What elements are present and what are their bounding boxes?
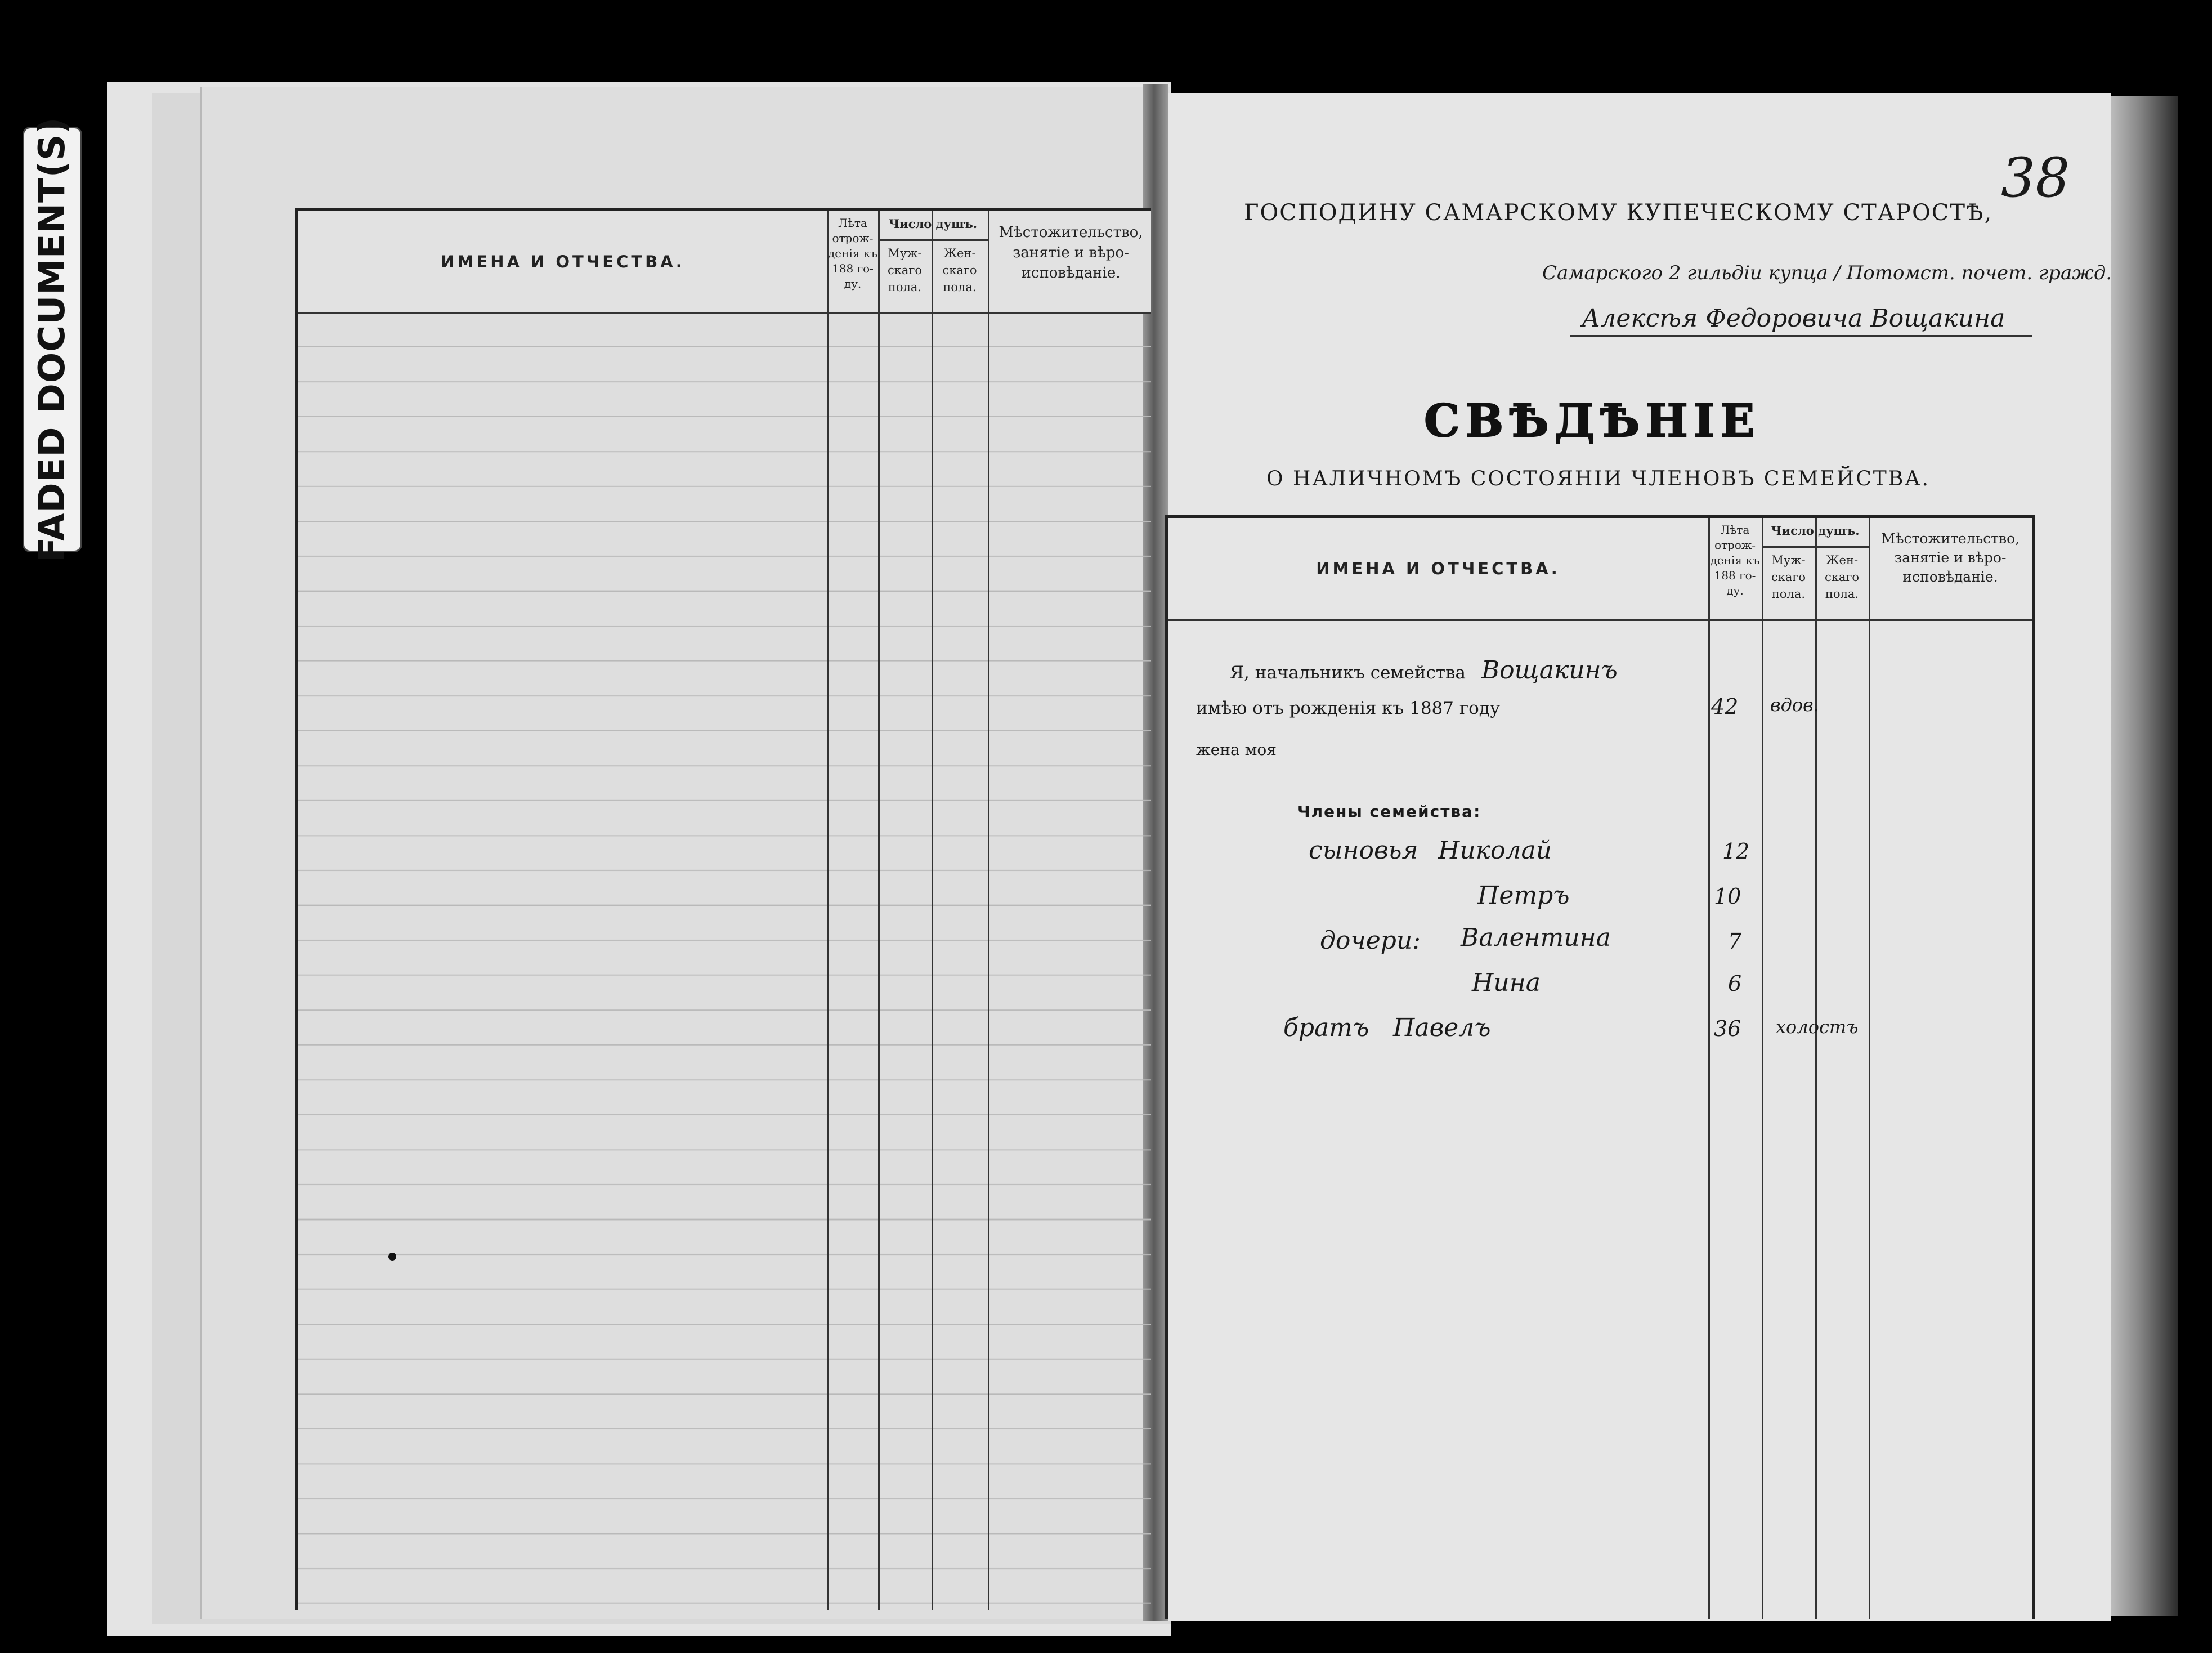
page-number: 38 <box>2001 146 2070 209</box>
member-name: Нина <box>1472 968 1541 997</box>
badge-text: FADED DOCUMENT(S) <box>32 117 73 562</box>
member-age: 10 <box>1714 884 1741 909</box>
birth-line: имѣю отъ рожденія къ 1887 году <box>1196 698 1501 718</box>
head-age: 42 <box>1711 694 1739 719</box>
header-residence: Мѣстожительство, занятіе и вѣро- исповѣданіе. <box>1880 530 2020 585</box>
header-souls: Число душъ. <box>1771 524 1860 538</box>
column-divider <box>932 211 933 1610</box>
header-souls: Число душъ. <box>888 217 978 231</box>
column-divider <box>1708 518 1710 1619</box>
merchant-name: Алексѣя Федоровича Вощакина <box>1582 304 2005 333</box>
right-register-table <box>1165 515 2035 1619</box>
column-divider <box>1869 518 1870 1619</box>
header-names: ИМЕНА И ОТЧЕСТВА. <box>441 252 685 271</box>
column-divider <box>878 211 880 1610</box>
page-edge-shadow <box>2111 96 2178 1616</box>
wife-line: жена моя <box>1196 740 1277 759</box>
header-names: ИМЕНА И ОТЧЕСТВА. <box>1316 559 1560 578</box>
members-label: Члены семейства: <box>1297 802 1481 821</box>
column-divider <box>988 211 989 1610</box>
header-male: Муж- скаго пола. <box>887 247 923 294</box>
header-female: Жен- скаго пола. <box>1824 553 1860 601</box>
member-name: Павелъ <box>1393 1013 1491 1042</box>
ink-spot <box>388 1253 396 1261</box>
member-note: холостъ <box>1776 1016 1859 1038</box>
header-male: Муж- скаго пола. <box>1771 553 1806 601</box>
head-note: вдов. <box>1770 694 1819 716</box>
member-label: братъ <box>1283 1013 1369 1042</box>
header-female: Жен- скаго пола. <box>942 247 977 294</box>
header-age: Лѣта отрож- денія къ 188 го- ду. <box>827 216 878 291</box>
addressee: ГОСПОДИНУ САМАРСКОМУ КУПЕЧЕСКОМУ СТАРОСТѢ, <box>1244 200 1993 226</box>
header-age: Лѣта отрож- денія къ 188 го- ду. <box>1710 523 1760 597</box>
left-register-table <box>295 208 1151 1610</box>
member-name: Петръ <box>1477 881 1570 910</box>
member-age: 7 <box>1728 929 1742 954</box>
member-name: Валентина <box>1461 923 1611 952</box>
merchant-line: Самарского 2 гильдіи купца / Потомст. почет. гражд. <box>1542 262 2112 284</box>
member-name: Николай <box>1438 836 1552 865</box>
document-subtitle: О НАЛИЧНОМЪ СОСТОЯНІИ ЧЛЕНОВЪ СЕМЕЙСТВА. <box>1266 467 1930 490</box>
member-age: 12 <box>1722 839 1750 864</box>
header-residence: Мѣстожительство, занятіе и вѣро- исповѣданіе. <box>998 224 1143 282</box>
member-label: сыновья <box>1309 836 1418 865</box>
member-age: 6 <box>1728 971 1742 996</box>
head-line: Я, начальникъ семейства Вощакинъ <box>1230 656 1618 685</box>
member-age: 36 <box>1714 1016 1741 1041</box>
column-divider <box>1815 518 1817 1619</box>
document-title: СВѢДѢНІЕ <box>1424 394 1761 447</box>
faded-document-badge <box>23 117 82 562</box>
signature-underline <box>1570 335 2032 337</box>
member-label: дочери: <box>1320 926 1421 955</box>
column-divider <box>1762 518 1763 1619</box>
column-divider <box>827 211 829 1610</box>
